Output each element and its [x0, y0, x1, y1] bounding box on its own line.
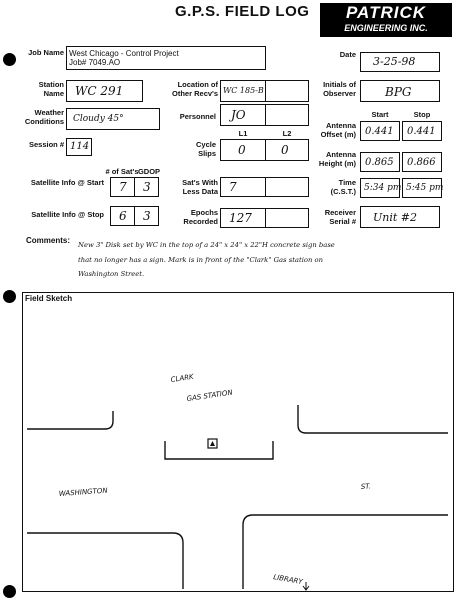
epochs-value: 127	[229, 211, 252, 225]
punch-hole-top	[3, 53, 16, 66]
initials-value: BPG	[385, 85, 412, 99]
date-label: Date	[339, 50, 356, 59]
station-name-field[interactable]	[66, 80, 143, 102]
job-name-line2: Job# 7049.AO	[69, 58, 121, 67]
personnel-label: Personnel	[179, 112, 216, 121]
sat-stop-label: Satellite Info @ Stop	[31, 210, 104, 219]
antenna-height-start: 0.865	[365, 157, 394, 168]
sats-less-label: Sat's With Less Data	[182, 178, 218, 196]
road-curb-lower-left	[27, 533, 183, 589]
time-label: Time (C.S.T.)	[330, 178, 356, 196]
cycle-l1-value: 0	[238, 143, 246, 157]
comments-label: Comments:	[26, 236, 71, 245]
l1-header: L1	[238, 129, 248, 138]
personnel-field-1[interactable]	[220, 104, 266, 126]
receiver-field[interactable]	[360, 206, 440, 228]
station-name-value: WC 291	[75, 84, 124, 98]
initials-label: Initials of Observer	[323, 80, 356, 98]
time-stop: 5:45 pm	[406, 183, 444, 193]
antenna-offset-stop-field[interactable]	[402, 121, 442, 141]
arrow-down-icon	[303, 582, 309, 590]
time-stop-field[interactable]	[402, 178, 442, 198]
weather-field[interactable]	[66, 108, 160, 130]
job-name-field[interactable]	[66, 46, 266, 70]
sats-less-field-2[interactable]	[265, 177, 309, 197]
sat-stop-sats: 6	[119, 209, 127, 223]
location-field-2[interactable]	[265, 80, 309, 102]
cycle-slips-label: Cycle Slips	[195, 140, 216, 158]
start-header: Start	[371, 110, 389, 119]
session-label: Session #	[28, 140, 64, 149]
date-value: 3-25-98	[373, 55, 416, 68]
weather-label: Weather Conditions	[24, 108, 64, 126]
epochs-field[interactable]	[220, 208, 266, 228]
field-sketch-label: Field Sketch	[25, 294, 73, 303]
antenna-height-start-field[interactable]	[360, 152, 400, 172]
cycle-l2-value: 0	[281, 143, 289, 157]
sat-start-gdop-field[interactable]	[134, 177, 159, 197]
receiver-value: Unit #2	[373, 211, 418, 224]
logo-sub: ENGINEERING INC.	[344, 23, 428, 33]
comments-line3: Washington Street.	[78, 270, 145, 278]
page-title: G.P.S. FIELD LOG	[175, 3, 310, 20]
session-field[interactable]	[66, 138, 92, 156]
company-logo	[320, 3, 452, 37]
punch-hole-middle	[3, 290, 16, 303]
stop-header: Stop	[413, 110, 431, 119]
epochs-label: Epochs Recorded	[183, 208, 218, 226]
antenna-offset-stop: 0.441	[407, 126, 436, 137]
time-start: 5:34 pm	[364, 183, 402, 193]
label-washington: WASHINGTON	[58, 486, 108, 498]
comments-line1: New 3" Disk set by WC in the top of a 24" x 24" x 22"H concrete sign base	[78, 241, 335, 249]
antenna-height-stop: 0.866	[407, 157, 436, 168]
sat-start-gdop: 3	[143, 180, 151, 194]
logo-name: PATRICK	[345, 3, 427, 22]
road-curb-upper-left	[27, 411, 113, 429]
field-sketch-drawing	[23, 293, 453, 591]
antenna-height-stop-field[interactable]	[402, 152, 442, 172]
sat-start-sats: 7	[119, 180, 127, 194]
sat-start-label: Satellite Info @ Start	[30, 178, 104, 187]
location-field-1[interactable]	[220, 80, 266, 102]
receiver-label: Receiver Serial #	[324, 208, 356, 226]
antenna-height-label: Antenna Height (m)	[318, 150, 356, 168]
session-value: 114	[70, 141, 90, 152]
cycle-l2-field[interactable]	[265, 139, 309, 161]
sat-start-sats-field[interactable]	[110, 177, 135, 197]
punch-hole-bottom	[3, 585, 16, 598]
antenna-offset-label: Antenna Offset (m)	[320, 121, 356, 139]
personnel-value: JO	[231, 108, 246, 122]
field-sketch-area	[22, 292, 454, 592]
sats-header: # of Sat's	[105, 167, 139, 176]
comments-line2: that no longer has a sign. Mark is in front of the "Clark" Gas station on	[78, 256, 323, 264]
sats-less-value: 7	[229, 180, 237, 194]
label-street: ST.	[360, 482, 372, 491]
sat-stop-sats-field[interactable]	[110, 206, 135, 226]
label-library: LIBRARY	[272, 573, 304, 587]
label-clark: CLARK	[170, 372, 195, 384]
antenna-offset-start: 0.441	[365, 126, 394, 137]
weather-value: Cloudy 45°	[73, 114, 124, 124]
cycle-l1-field[interactable]	[220, 139, 266, 161]
gdop-header: GDOP	[137, 167, 161, 176]
l2-header: L2	[282, 129, 292, 138]
antenna-offset-start-field[interactable]	[360, 121, 400, 141]
location-label: Location of Other Recv's	[172, 80, 218, 98]
label-gas-station: GAS STATION	[186, 388, 234, 403]
sats-less-field[interactable]	[220, 177, 266, 197]
road-curb-upper-right	[298, 405, 448, 433]
road-curb-center-left	[165, 441, 273, 459]
time-start-field[interactable]	[360, 178, 400, 198]
date-field[interactable]	[360, 52, 440, 72]
epochs-field-2[interactable]	[265, 208, 309, 228]
station-name-label: Station Name	[38, 80, 64, 98]
sat-stop-gdop-field[interactable]	[134, 206, 159, 226]
personnel-field-2[interactable]	[265, 104, 309, 126]
sat-stop-gdop: 3	[143, 209, 151, 223]
location-value: WC 185-B	[223, 86, 264, 95]
job-name-label: Job Name	[28, 48, 64, 57]
job-name-line1: West Chicago - Control Project	[69, 49, 179, 58]
initials-field[interactable]	[360, 80, 440, 102]
